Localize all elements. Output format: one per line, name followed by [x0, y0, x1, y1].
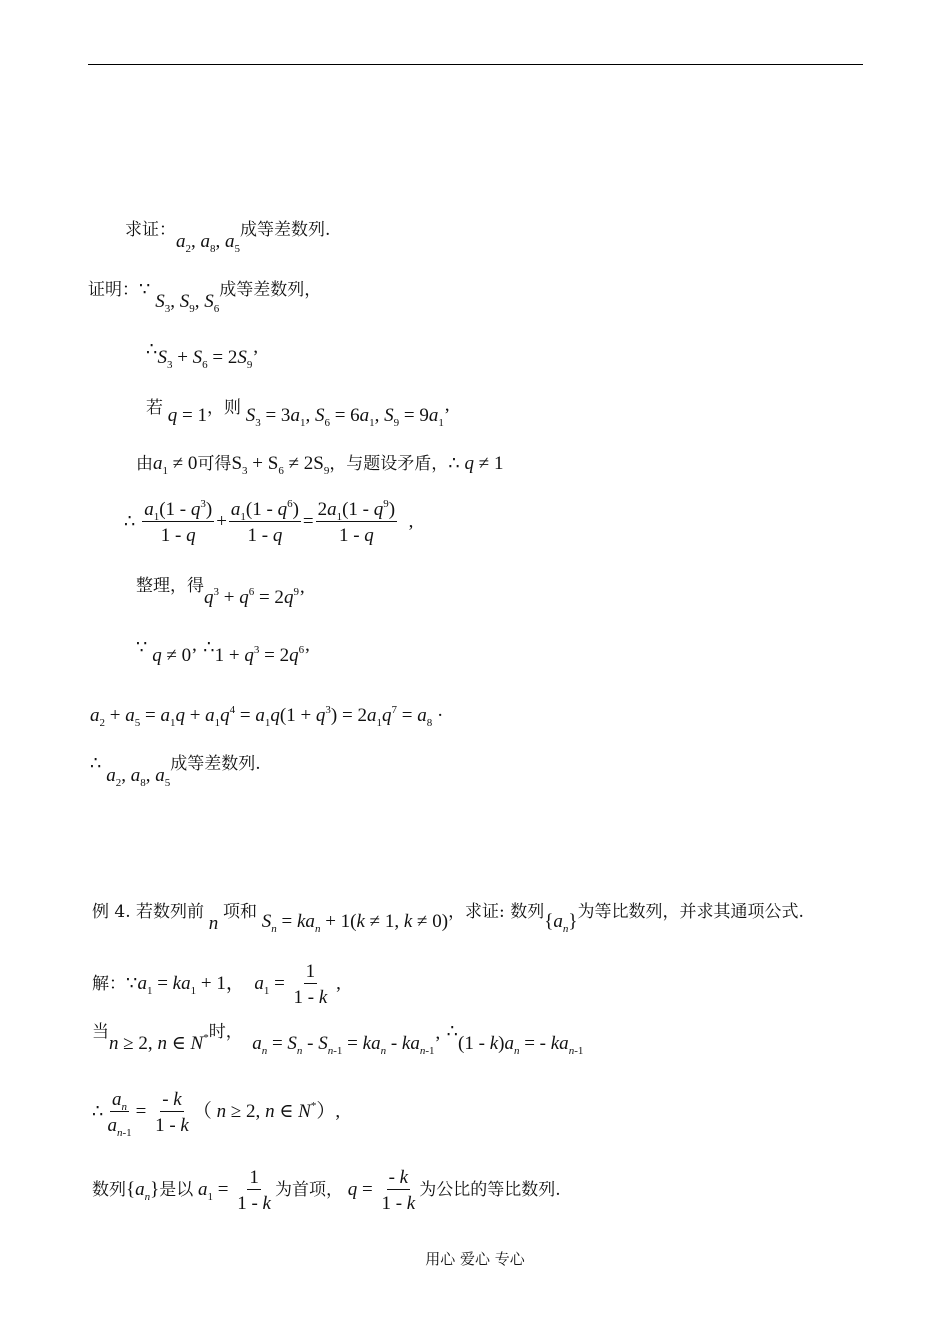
- therefore-icon-4: ∴: [197, 637, 215, 658]
- line-contradiction: [136, 453, 504, 477]
- formula-q-eq-1: q = 1: [167, 405, 207, 426]
- line-solution-start: [92, 962, 341, 1007]
- example4-mid2: ，求证: 数列: [448, 902, 545, 922]
- if-label: 若: [146, 398, 163, 418]
- formula-n-ge-2: n ≥ 2, n ∈ N*: [109, 1032, 209, 1054]
- line-q-nonzero: [136, 637, 311, 666]
- gives-label: 可得: [197, 454, 232, 474]
- solution-label: 解：: [92, 973, 126, 994]
- because-icon-2: ∵: [136, 637, 148, 658]
- therefore-icon-2: ∴: [448, 453, 460, 474]
- line-prove-statement: [125, 220, 331, 255]
- line-when-n-ge-2: [92, 1021, 584, 1057]
- therefore-icon: ∴: [146, 339, 158, 360]
- formula-a1-frac: $a_1$ = $\frac{1}{1 - k}$: [198, 1167, 271, 1214]
- formula-s3-s9-s6: $S_3$, $S_9$, $S_6$: [155, 291, 220, 315]
- formula-a2-a8-a5-2: $a_2$, $a_8$, $a_5$: [106, 765, 171, 789]
- formula-s3-plus-s6: $S_3 + S_6 = 2S_9$’: [157, 347, 259, 371]
- arith-seq-text-3: 成等差数列.: [170, 754, 261, 774]
- therefore-icon-3: ∴: [124, 510, 136, 532]
- formula-q-neq-0: q ≠ 0’: [152, 645, 198, 666]
- formula-a1-neq-0: $a_1 \ne 0$: [153, 453, 198, 477]
- line-sum-relation: [146, 339, 259, 371]
- because-icon-3: ∵: [126, 972, 138, 994]
- arith-seq-text: 成等差数列.: [240, 220, 331, 240]
- first-term-label: 为首项，: [274, 1179, 343, 1200]
- formula-q3-q6: $q^3 + q^6 = 2q^9$’: [204, 586, 306, 608]
- formula-a2-a5-chain: $a_2 + a_5 = a_1q + a_1q^4 = a_1q(1 + q^3) = 2a_1q^7 = a_8$ ·: [90, 704, 444, 729]
- formula-1-plus-q3: $1 + q^3 = 2q^6$’: [214, 644, 311, 666]
- header-rule: [88, 64, 863, 65]
- formula-s-values: $S_3 = 3a_1$, $S_6 = 6a_1$, $S_9 = 9a_1$’: [245, 405, 451, 429]
- simplify-label: 整理，得: [136, 576, 204, 596]
- line-ratio: [92, 1089, 341, 1139]
- when-label: 当: [92, 1022, 109, 1042]
- line-simplify: [136, 576, 306, 608]
- contradiction-text: ，与题设矛盾，: [329, 454, 449, 474]
- line-proof-start: [88, 279, 322, 315]
- formula-geometric-sums: $\frac{a_1(1 - q^3)}{1 - q}$ + $\frac{a_1(1 - q^6)}{1 - q}$ = $\frac{2a_1(1 - q^9)}{1 - q}$ ,: [144, 498, 414, 546]
- formula-q-neq-1: q ≠ 1: [464, 453, 504, 474]
- line-conclusion: [90, 753, 261, 789]
- seq-label: 数列: [92, 1179, 126, 1200]
- arith-seq-text-2: 成等差数列，: [219, 280, 322, 300]
- formula-a2-a8-a5: $a_2$, $a_8$, $a_5$: [176, 231, 240, 255]
- formula-an-set: $\{a_n\}$: [544, 911, 578, 935]
- is-with-label: 是以: [159, 1179, 194, 1200]
- line-case-q1: [146, 398, 451, 429]
- proof-label: 证明：: [88, 280, 139, 300]
- formula-sn-def: $S_n = ka_n + 1(k \ne 1$, k ≠ 0): [261, 911, 449, 935]
- formula-an-set-2: $\{a_n\}$: [126, 1178, 160, 1203]
- example4-label: 例 4. 若数列前: [92, 902, 205, 922]
- example4-statement: [92, 902, 804, 935]
- shi-label: 时，: [208, 1022, 243, 1042]
- therefore-icon-6: ∴: [440, 1021, 459, 1042]
- formula-s-neq: $S_3 + S_6 \ne 2S_9$: [231, 453, 330, 477]
- ratio-tail: 为公比的等比数列.: [419, 1179, 561, 1200]
- formula-q-frac: q = $\frac{- k}{1 - k}$: [347, 1167, 416, 1214]
- line-final: [92, 1168, 561, 1213]
- formula-n: n: [208, 913, 219, 934]
- example4-tail: 为等比数列，并求其通项公式.: [577, 902, 804, 922]
- formula-an-recurrence: $a_n = S_n - S_{n-1} = ka_n - ka_{n-1}$’: [252, 1033, 441, 1057]
- formula-1-minus-k: $(1 - k)a_n$ = - $ka_{n-1}$: [458, 1033, 584, 1057]
- footer-text: 用心 爱心 专心: [425, 1250, 525, 1268]
- then-label: ，则: [206, 398, 241, 418]
- therefore-icon-5: ∴: [90, 753, 102, 774]
- prove-label: 求证：: [125, 220, 176, 240]
- therefore-icon-7: ∴: [92, 1100, 104, 1122]
- by-label: 由: [136, 454, 153, 474]
- line-sum-formula: [124, 500, 413, 545]
- example4-mid1: 项和: [223, 902, 258, 922]
- line-a2-plus-a5: [90, 704, 444, 729]
- formula-ratio: $\frac{a_n}{a_{n-1}}$ = $\frac{- k}{1 - k}$ （ n ≥ 2, n ∈ N*）,: [107, 1089, 341, 1139]
- because-icon: ∵: [139, 279, 151, 300]
- formula-a1-eq: $a_1 = ka_1 + 1$， $a_1$ = $\frac{1}{1 - k}$ ,: [137, 961, 341, 1008]
